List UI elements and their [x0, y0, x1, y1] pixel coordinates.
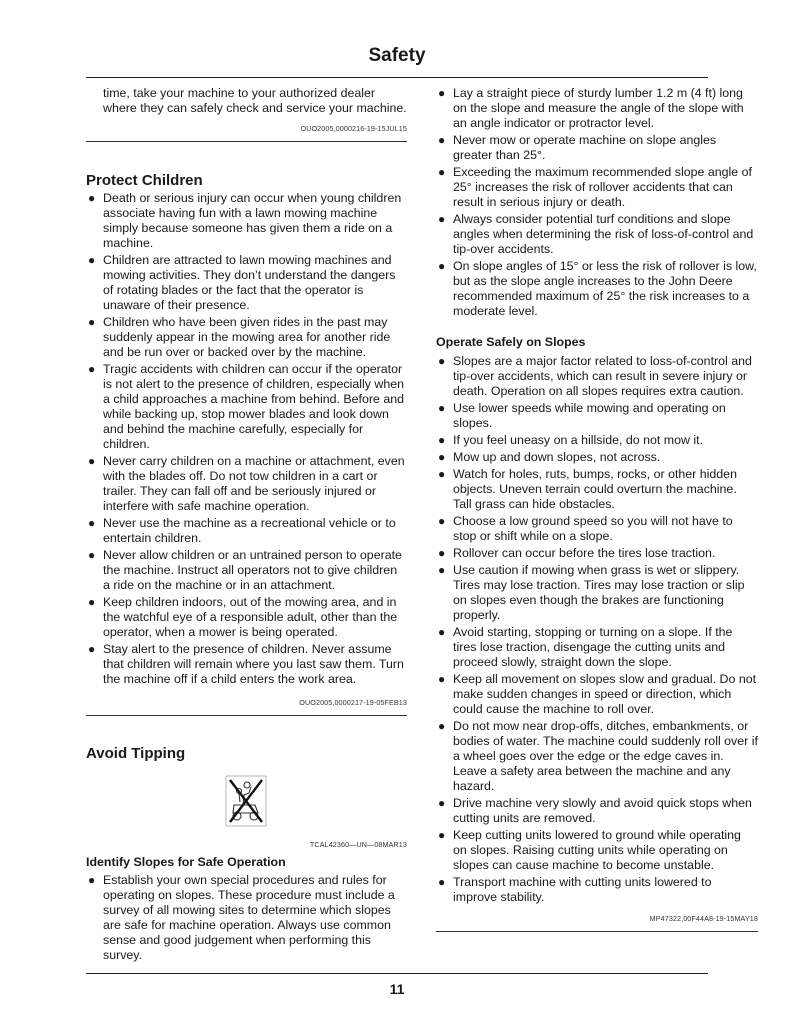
list-item: [436, 625, 758, 670]
list-item: [436, 133, 758, 163]
bullet-icon: ●: [88, 873, 96, 887]
list-item-text: Lay a straight piece of sturdy lumber 1.2 m (4 ft) long on the slope and measure the angle of the slope with an angle indicator or protractor level.: [453, 86, 744, 130]
list-item: [86, 191, 407, 251]
bullet-icon: ●: [438, 796, 446, 810]
list-item-text: Mow up and down slopes, not across.: [453, 450, 661, 464]
list-item: [436, 719, 758, 794]
bullet-icon: ●: [88, 595, 96, 609]
list-item-text: Choose a low ground speed so you will not have to stop or shift while on a slope.: [453, 514, 733, 543]
bullet-icon: ●: [438, 719, 446, 733]
section-divider: [436, 931, 758, 932]
right-column: [436, 86, 758, 932]
list-item-text: Watch for holes, ruts, bumps, rocks, or other hidden objects. Uneven terrain could overturn the machine. Tall grass can hide obstacles.: [453, 467, 737, 511]
figure-container: [86, 775, 407, 837]
subheading-identify-slopes: Identify Slopes for Safe Operation: [86, 855, 286, 869]
reference-code: MP47322,00F44A8-19-15MAY18: [649, 914, 758, 923]
list-item-text: Use lower speeds while mowing and operating on slopes.: [453, 401, 726, 430]
bullet-icon: ●: [438, 625, 446, 639]
bullet-icon: ●: [438, 672, 446, 686]
list-item: [436, 514, 758, 544]
list-item-text: Never mow or operate machine on slope angles greater than 25°.: [453, 133, 717, 162]
list-item: [436, 354, 758, 399]
header-rule: [86, 77, 708, 78]
list-item-text: Children are attracted to lawn mowing machines and mowing activities. They don’t understand the dangers of rotating blades or the fact that the operator is unaware of their presence.: [103, 253, 396, 312]
list-item-text: Establish your own special procedures and rules for operating on slopes. These procedure must include a survey of all mowing sites to determine which slopes are safe for machine operation. Always use common sense and good judgement when performing this survey.: [103, 873, 395, 962]
list-item: [436, 433, 758, 448]
list-item-text: If you feel uneasy on a hillside, do not mow it.: [453, 433, 704, 447]
bullet-icon: ●: [438, 563, 446, 577]
list-item: [436, 86, 758, 131]
list-item-text: Death or serious injury can occur when young children associate having fun with a lawn mowing machine simply because someone has given them a ride on a machine.: [103, 191, 402, 250]
list-item: [436, 875, 758, 905]
bullet-icon: ●: [438, 467, 446, 481]
bullet-icon: ●: [88, 315, 96, 329]
bullet-icon: ●: [88, 642, 96, 656]
bullet-icon: ●: [88, 454, 96, 468]
list-item: [86, 873, 407, 963]
reference-code: OUO2005,0000217-19-05FEB13: [299, 698, 407, 707]
list-item-text: Transport machine with cutting units lowered to improve stability.: [453, 875, 712, 904]
reference-code: OUO2005,0000216-19-15JUL15: [300, 124, 407, 133]
bullet-icon: ●: [438, 165, 446, 179]
identify-slopes-list: [86, 873, 407, 963]
list-item-text: Exceeding the maximum recommended slope angle of 25° increases the risk of rollover accidents that can result in serious injury or death.: [453, 165, 752, 209]
list-item: [436, 796, 758, 826]
bullet-icon: ●: [88, 362, 96, 376]
list-item-text: Always consider potential turf conditions and slope angles when determining the risk of loss-of-control and tip-over accidents.: [453, 212, 754, 256]
list-item: [86, 315, 407, 360]
bullet-icon: ●: [438, 875, 446, 889]
bullet-icon: ●: [438, 354, 446, 368]
list-item: [86, 548, 407, 593]
bullet-icon: ●: [438, 133, 446, 147]
list-item-text: Keep all movement on slopes slow and gradual. Do not make sudden changes in speed or direction, which could cause the machine to roll over.: [453, 672, 757, 716]
list-item-text: Rollover can occur before the tires lose traction.: [453, 546, 716, 560]
list-item-text: Stay alert to the presence of children. Never assume that children will remain where you last saw them. Turn the machine off if a child enters the work area.: [103, 642, 404, 686]
no-riding-children-icon: [225, 775, 267, 827]
bullet-icon: ●: [438, 450, 446, 464]
list-item: [436, 212, 758, 257]
list-item: [86, 454, 407, 514]
list-item: [436, 259, 758, 319]
bullet-icon: ●: [438, 514, 446, 528]
list-item: [436, 165, 758, 210]
continued-paragraph: time, take your machine to your authorized dealer where they can safely check and service your machine.: [103, 86, 407, 115]
bullet-icon: ●: [438, 828, 446, 842]
list-item: [436, 672, 758, 717]
list-item-text: Never use the machine as a recreational vehicle or to entertain children.: [103, 516, 396, 545]
bullet-icon: ●: [438, 546, 446, 560]
page-number: 11: [389, 981, 405, 997]
list-item: [436, 563, 758, 623]
operate-safely-list: [436, 354, 758, 905]
section-heading-avoid-tipping: Avoid Tipping: [86, 745, 186, 762]
bullet-icon: ●: [438, 212, 446, 226]
slope-measurement-list: [436, 86, 758, 319]
bullet-icon: ●: [438, 401, 446, 415]
list-item-text: Children who have been given rides in the past may suddenly appear in the mowing area for another ride and be run over or backed over by the machine.: [103, 315, 391, 359]
list-item-text: Use caution if mowing when grass is wet or slippery. Tires may lose traction. Tires may lose traction or slip on slopes even though the brakes are functioning properly.: [453, 563, 745, 622]
figure-reference-code: TCAL42360—UN—08MAR13: [309, 840, 407, 849]
page-title: Safety: [368, 45, 426, 66]
list-item: [86, 642, 407, 687]
list-item: [86, 516, 407, 546]
bullet-icon: ●: [438, 259, 446, 273]
list-item-text: On slope angles of 15° or less the risk of rollover is low, but as the slope angle increases to the John Deere recommended maximum of 25° the risk increases to a moderate level.: [453, 259, 757, 318]
bullet-icon: ●: [88, 253, 96, 267]
list-item-text: Do not mow near drop-offs, ditches, embankments, or bodies of water. The machine could suddenly roll over if a wheel goes over the edge or the edge caves in. Leave a safety area between the machine and any hazard.: [453, 719, 758, 793]
list-item: [436, 401, 758, 431]
list-item-text: Keep cutting units lowered to ground while operating on slopes. Raising cutting units while operating on slopes can cause machine to become unstable.: [453, 828, 741, 872]
list-item-text: Never carry children on a machine or attachment, even with the blades off. Do not tow children in a cart or trailer. They can fall off and be seriously injured or interfere with safe machine operation.: [103, 454, 405, 513]
bullet-icon: ●: [88, 191, 96, 205]
list-item: [436, 450, 758, 465]
bullet-icon: ●: [438, 433, 446, 447]
list-item-text: Avoid starting, stopping or turning on a slope. If the tires lose traction, disengage the cutting units and proceed slowly, straight down the slope.: [453, 625, 733, 669]
section-heading-protect-children: Protect Children: [86, 172, 203, 189]
list-item-text: Never allow children or an untrained person to operate the machine. Instruct all operators not to give children a ride on the machine or in an attachment.: [103, 548, 402, 592]
list-item: [86, 253, 407, 313]
list-item-text: Slopes are a major factor related to loss-of-control and tip-over accidents, which can result in severe injury or death. Operation on all slopes requires extra caution.: [453, 354, 752, 398]
subheading-operate-safely: Operate Safely on Slopes: [436, 335, 586, 349]
bullet-icon: ●: [438, 86, 446, 100]
list-item-text: Drive machine very slowly and avoid quick stops when cutting units are removed.: [453, 796, 752, 825]
list-item-text: Tragic accidents with children can occur if the operator is not alert to the presence of children, especially when a child approaches a machine from behind. Before and while backing up, stop mower blades and look down and behind the machine carefully, especially for children.: [103, 362, 405, 451]
footer-rule: [86, 973, 708, 974]
list-item: [436, 467, 758, 512]
bullet-icon: ●: [88, 516, 96, 530]
list-item: [86, 595, 407, 640]
bullet-icon: ●: [88, 548, 96, 562]
list-item-text: Keep children indoors, out of the mowing area, and in the watchful eye of a responsible adult, other than the operator, when a mower is being operated.: [103, 595, 398, 639]
protect-children-list: [86, 191, 407, 687]
list-item: [436, 828, 758, 873]
list-item: [86, 362, 407, 452]
list-item: [436, 546, 758, 561]
left-column: [86, 86, 407, 965]
